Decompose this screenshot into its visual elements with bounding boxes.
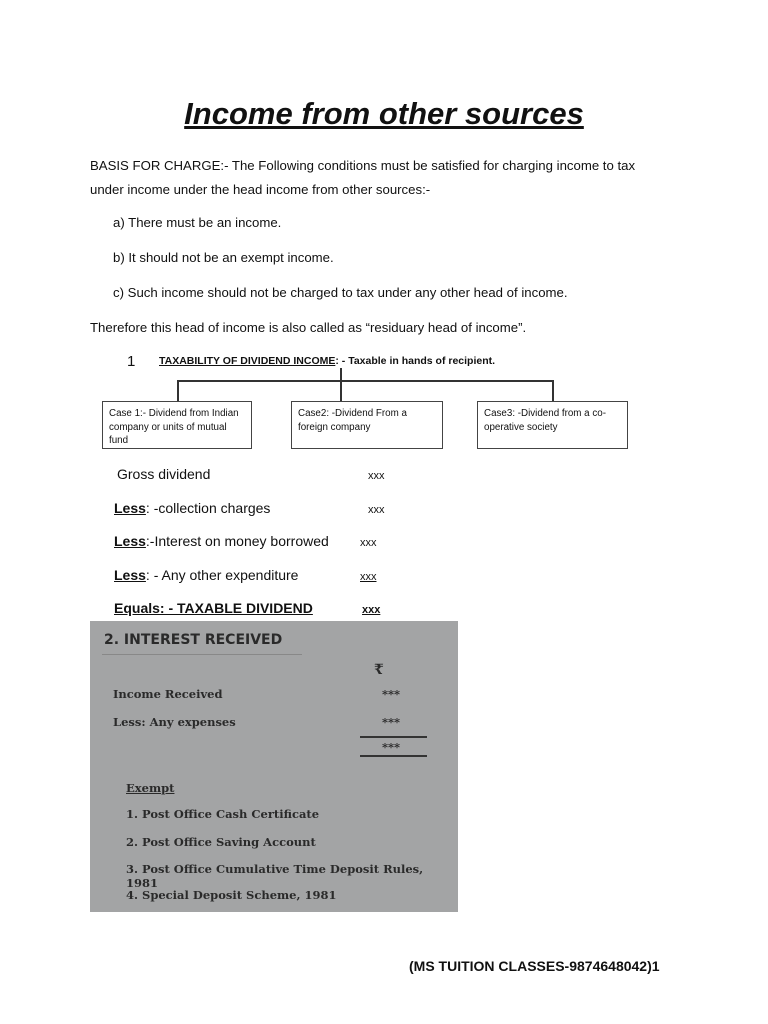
less-interest-label: :-Interest on money borrowed: [145, 533, 329, 549]
exempt-item: 1. Post Office Cash Certificate: [126, 807, 320, 821]
section-number: 1: [127, 353, 136, 370]
less-collection-row: [114, 500, 270, 516]
residuary-note: Therefore this head of income is also called as “residuary head of income”.: [90, 320, 527, 335]
dividend-heading-title: TAXABILITY OF DIVIDEND INCOME: [159, 355, 336, 367]
less-keyword: Less: [114, 533, 146, 549]
condition-c: c) Such income should not be charged to tax under any other head of income.: [113, 285, 568, 300]
exempt-item: 3. Post Office Cumulative Time Deposit Rules, 1981: [126, 862, 424, 890]
footer-credit: (MS TUITION CLASSES-9874648042)1: [409, 958, 660, 974]
gross-dividend-label: Gross dividend: [117, 466, 211, 482]
condition-a: a) There must be an income.: [113, 215, 282, 230]
less-expenses-value: ***: [382, 715, 401, 729]
case-box-1: Case 1:- Dividend from Indian company or units of mutual fund: [102, 401, 252, 449]
less-expenses-label: Less: Any expenses: [113, 715, 236, 729]
connector-horizontal: [177, 380, 552, 382]
condition-b: b) It should not be an exempt income.: [113, 250, 334, 265]
less-collection-label: : -collection charges: [145, 500, 271, 516]
income-received-label: Income Received: [113, 687, 223, 701]
rupee-symbol: ₹: [374, 662, 384, 678]
less-keyword: Less: [114, 567, 146, 583]
connector-middle: [340, 380, 342, 401]
interest-received-scan: [90, 621, 458, 912]
basis-line-2: under income under the head income from other sources:-: [90, 182, 431, 197]
interest-heading: 2. INTEREST RECEIVED: [104, 632, 283, 648]
exempt-item: 2. Post Office Saving Account: [126, 835, 316, 849]
less-keyword: Less: [114, 500, 146, 516]
less-other-value: xxx: [360, 571, 377, 583]
connector-left: [177, 380, 179, 401]
exempt-heading: Exempt: [126, 781, 175, 795]
total-rule-bottom: [360, 755, 427, 757]
dividend-heading: [159, 355, 495, 367]
taxable-dividend-label: Equals: - TAXABLE DIVIDEND: [114, 600, 313, 616]
exempt-item: 4. Special Deposit Scheme, 1981: [126, 888, 337, 902]
heading-divider: [102, 654, 302, 655]
case-box-3: Case3: -Dividend from a co-operative society: [477, 401, 628, 449]
gross-dividend-value: xxx: [368, 470, 385, 482]
less-interest-row: [114, 533, 329, 549]
less-interest-value: xxx: [360, 537, 377, 549]
less-other-label: : - Any other expenditure: [145, 567, 299, 583]
page-title: Income from other sources: [184, 96, 584, 131]
taxable-dividend-value: xxx: [362, 604, 381, 616]
income-received-value: ***: [382, 687, 401, 701]
basis-line-1: BASIS FOR CHARGE:- The Following conditions must be satisfied for charging income to tax: [90, 158, 636, 173]
case-box-2: Case2: -Dividend From a foreign company: [291, 401, 443, 449]
connector-right: [552, 380, 554, 401]
net-interest-value: ***: [382, 740, 401, 754]
dividend-heading-rest: : - Taxable in hands of recipient.: [335, 355, 496, 367]
total-rule-top: [360, 736, 427, 738]
less-other-row: [114, 567, 298, 583]
less-collection-value: xxx: [368, 504, 385, 516]
